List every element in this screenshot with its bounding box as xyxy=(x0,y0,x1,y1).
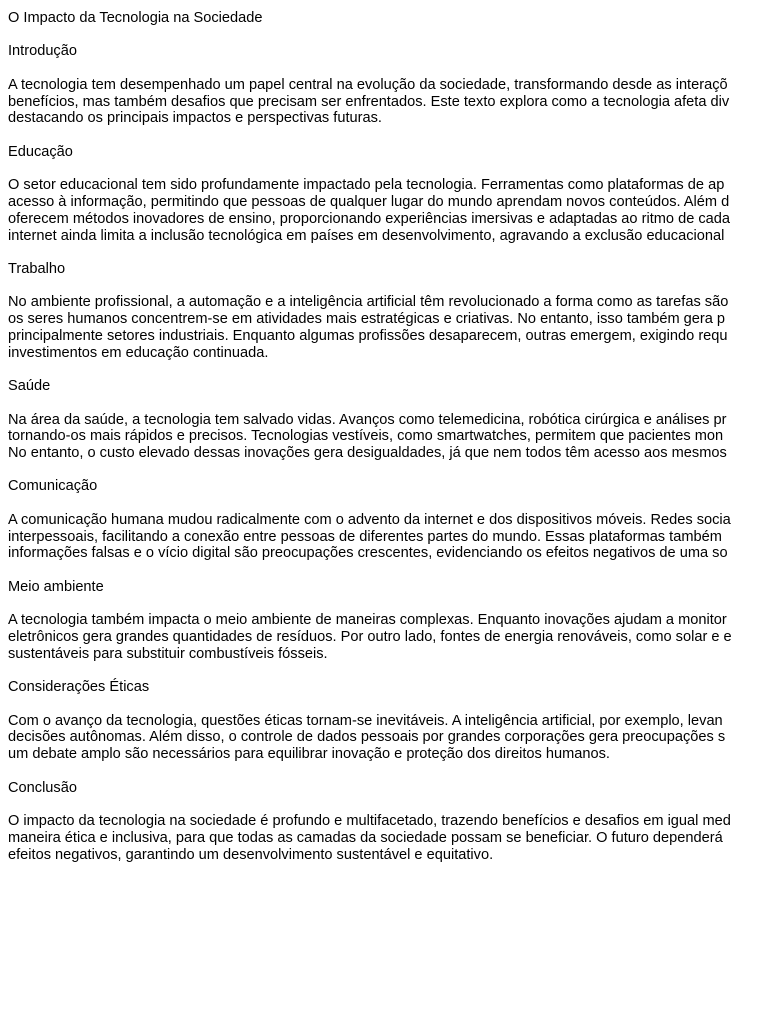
paragraph-line: principalmente setores industriais. Enquanto algumas profissões desaparecem, outras emergem, exigindo requ xyxy=(8,327,728,344)
spacer xyxy=(8,596,768,613)
paragraph-line: benefícios, mas também desafios que precisam ser enfrentados. Este texto explora como a tecnologia afeta div xyxy=(8,93,730,110)
section xyxy=(8,378,768,478)
section xyxy=(8,679,768,779)
spacer xyxy=(8,562,768,579)
spacer xyxy=(8,27,768,44)
paragraph-line: os seres humanos concentrem-se em atividades mais estratégicas e criativas. No entanto, isso também gera p xyxy=(8,311,726,328)
spacer xyxy=(8,696,768,713)
spacer xyxy=(8,161,768,178)
paragraph-line: internet ainda limita a inclusão tecnológica em países em desenvolvimento, agravando a exclusão educacional xyxy=(8,227,725,244)
spacer xyxy=(8,462,768,479)
section-heading: Saúde xyxy=(8,378,51,395)
section xyxy=(8,478,768,578)
spacer xyxy=(8,796,768,813)
section-heading: Meio ambiente xyxy=(8,578,104,595)
section-heading: Conclusão xyxy=(8,779,77,796)
paragraph-line: A tecnologia também impacta o meio ambiente de maneiras complexas. Enquanto inovações ajudam a monitor xyxy=(8,612,727,629)
section xyxy=(8,261,768,378)
paragraph-line: investimentos em educação continuada. xyxy=(8,344,269,361)
section xyxy=(8,579,768,679)
spacer xyxy=(8,763,768,780)
paragraph-line: tornando-os mais rápidos e precisos. Tecnologias vestíveis, como smartwatches, permitem que pacientes mon xyxy=(8,428,724,445)
spacer xyxy=(8,395,768,412)
section-heading: Educação xyxy=(8,143,73,160)
paragraph-line: oferecem métodos inovadores de ensino, proporcionando experiências imersivas e adaptadas ao ritmo de cada xyxy=(8,210,731,227)
paragraph-line: Na área da saúde, a tecnologia tem salvado vidas. Avanços como telemedicina, robótica cirúrgica e análises pr xyxy=(8,411,727,428)
spacer xyxy=(8,127,768,144)
paragraph-line: sustentáveis para substituir combustíveis fósseis. xyxy=(8,645,328,662)
paragraph-line: efeitos negativos, garantindo um desenvolvimento sustentável e equitativo. xyxy=(8,846,494,863)
paragraph-line: interpessoais, facilitando a conexão entre pessoas de diferentes partes do mundo. Essas plataformas também xyxy=(8,528,722,545)
section-heading: Comunicação xyxy=(8,478,98,495)
spacer xyxy=(8,495,768,512)
paragraph-line: maneira ética e inclusiva, para que todas as camadas da sociedade possam se beneficiar. O futuro dependerá xyxy=(8,829,723,846)
paragraph-line: informações falsas e o vício digital são preocupações crescentes, evidenciando os efeitos negativos de uma so xyxy=(8,545,728,562)
spacer xyxy=(8,362,768,379)
paragraph-line: O impacto da tecnologia na sociedade é profundo e multifacetado, trazendo benefícios e desafios em igual med xyxy=(8,813,731,829)
paragraph-line: acesso à informação, permitindo que pessoas de qualquer lugar do mundo aprendam novos conteúdos. Além d xyxy=(8,193,730,210)
section-heading: Trabalho xyxy=(8,260,66,277)
spacer xyxy=(8,244,768,261)
paragraph-line: A tecnologia tem desempenhado um papel central na evolução da sociedade, transformando desde as interaçõ xyxy=(8,76,728,93)
section-heading: Introdução xyxy=(8,43,77,60)
spacer xyxy=(8,663,768,680)
paragraph-line: No entanto, o custo elevado dessas inovações gera desigualdades, já que nem todos têm acesso aos mesmos xyxy=(8,445,727,462)
paragraph-line: destacando os principais impactos e perspectivas futuras. xyxy=(8,110,382,127)
document-body xyxy=(8,43,768,863)
paragraph-line: No ambiente profissional, a automação e a inteligência artificial têm revolucionado a forma como as tarefas são xyxy=(8,294,729,311)
section xyxy=(8,780,768,864)
paragraph-line: Com o avanço da tecnologia, questões éticas tornam-se inevitáveis. A inteligência artificial, por exemplo, levan xyxy=(8,712,723,729)
paragraph-line: eletrônicos gera grandes quantidades de resíduos. Por outro lado, fontes de energia renováveis, como solar e e xyxy=(8,629,732,646)
section-heading: Considerações Éticas xyxy=(8,679,150,696)
document xyxy=(8,10,768,863)
document-title: O Impacto da Tecnologia na Sociedade xyxy=(8,10,263,26)
spacer xyxy=(8,278,768,295)
spacer xyxy=(8,60,768,77)
section xyxy=(8,144,768,261)
paragraph-line: A comunicação humana mudou radicalmente com o advento da internet e dos dispositivos móveis. Redes socia xyxy=(8,511,731,528)
section xyxy=(8,43,768,143)
paragraph-line: um debate amplo são necessários para equilibrar inovação e proteção dos direitos humanos. xyxy=(8,746,610,763)
paragraph-line: O setor educacional tem sido profundamente impactado pela tecnologia. Ferramentas como plataformas de ap xyxy=(8,177,725,194)
paragraph-line: decisões autônomas. Além disso, o controle de dados pessoais por grandes corporações gera preocupações s xyxy=(8,729,726,746)
